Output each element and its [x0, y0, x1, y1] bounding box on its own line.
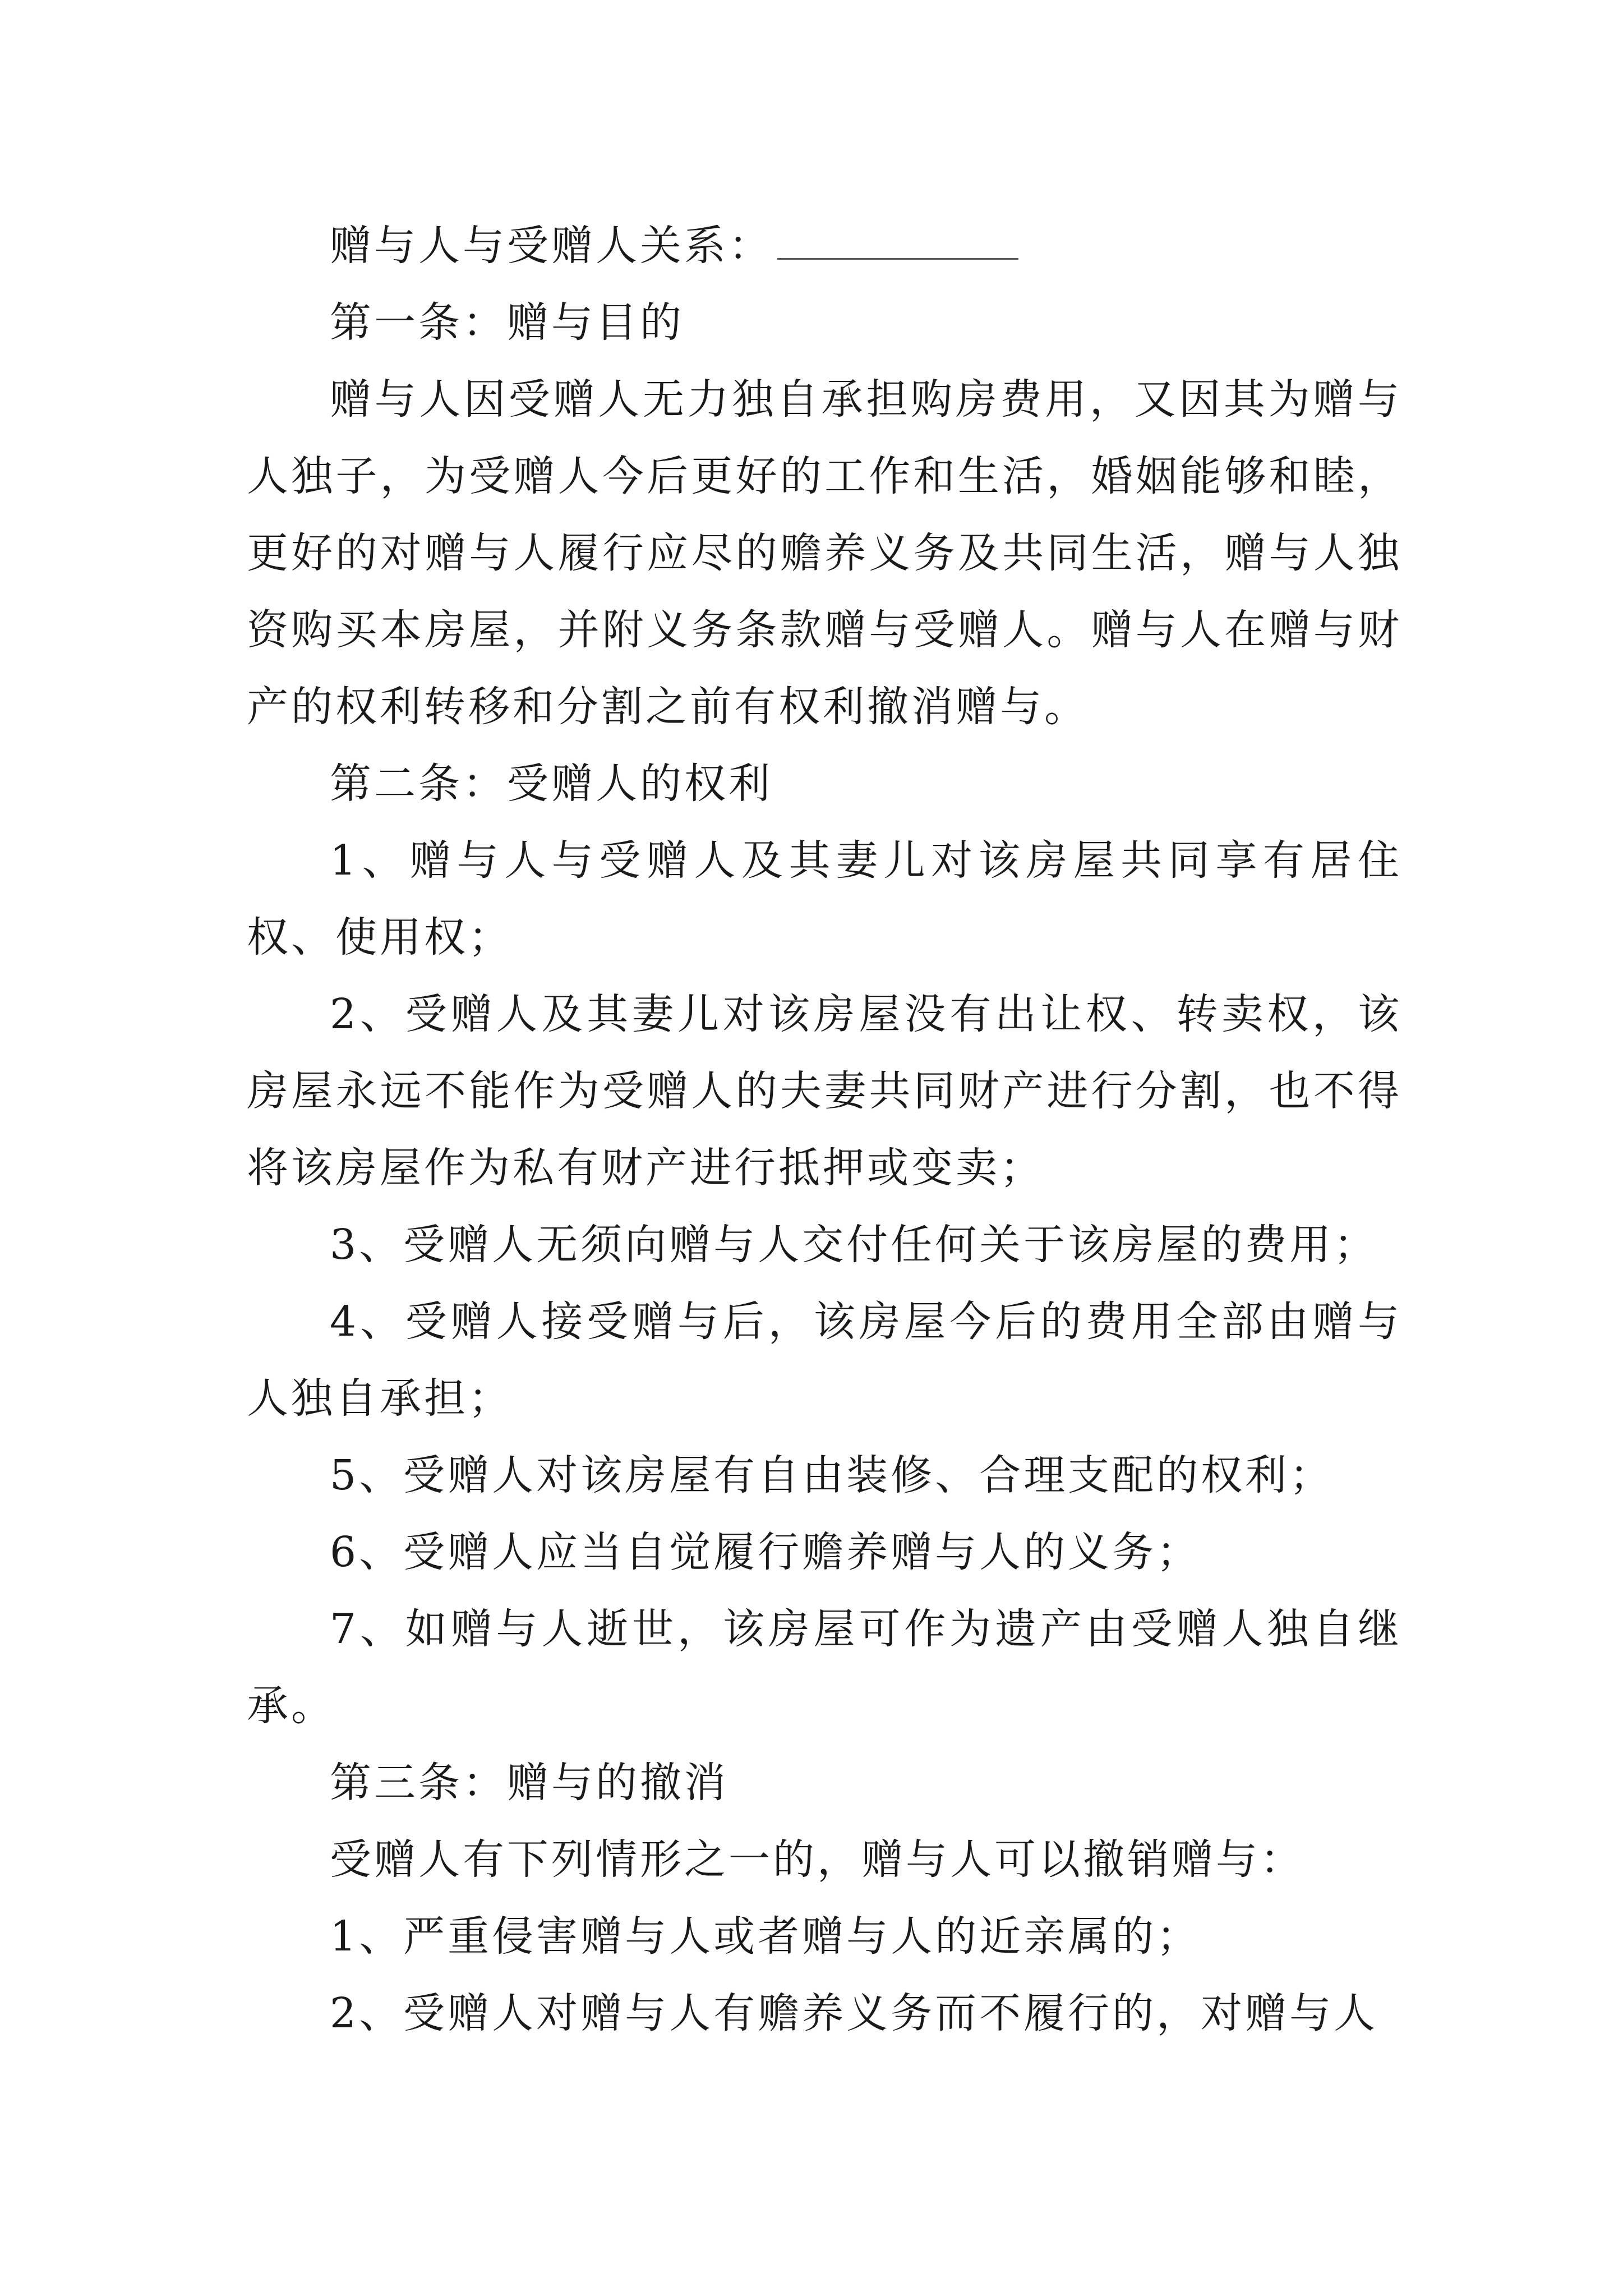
- article-2-item-6: 6、受赠人应当自觉履行赡养赠与人的义务；: [330, 1528, 1201, 1576]
- article-1-heading: 第一条：赠与目的: [330, 298, 684, 347]
- relationship-label: 赠与人与受赠人关系：: [330, 222, 773, 270]
- article-2-item-7: 7、如赠与人逝世，该房屋可作为遗产由受赠人独自继承。: [247, 1605, 1402, 1730]
- article-2-item-4: 4、受赠人接受赠与后，该房屋今后的费用全部由赠与人独自承担；: [247, 1297, 1402, 1423]
- article-1-body: 赠与人因受赠人无力独自承担购房费用，又因其为赠与人独子，为受赠人今后更好的工作和生活，婚姻能够和睦，更好的对赠与人履行应尽的赡养义务及共同生活，赠与人独资购买本房屋，并附义务条款赠与受赠人。赠与人在赠与财产的权利转移和分割之前有权利撤消赠与。: [247, 375, 1402, 731]
- article-3-item-1: 1、严重侵害赠与人或者赠与人的近亲属的；: [330, 1912, 1201, 1961]
- relationship-blank: [777, 224, 1018, 260]
- article-2-item-3: 3、受赠人无须向赠与人交付任何关于该房屋的费用；: [330, 1221, 1378, 1269]
- article-2-item-1: 1、赠与人与受赠人及其妻儿对该房屋共同享有居住权、使用权；: [247, 836, 1402, 961]
- article-3-heading: 第三条：赠与的撤消: [330, 1759, 728, 1807]
- relationship-line: [247, 208, 1402, 284]
- article-2-item-5: 5、受赠人对该房屋有自由装修、合理支配的权利；: [330, 1451, 1334, 1499]
- article-3-intro: 受赠人有下列情形之一的，赠与人可以撤销赠与：: [330, 1835, 1304, 1884]
- article-2-heading: 第二条：受赠人的权利: [330, 760, 773, 808]
- document-body: [247, 208, 1402, 2052]
- article-3-item-2: 2、受赠人对赠与人有赡养义务而不履行的，对赠与人: [330, 1989, 1378, 2037]
- article-2-item-2: 2、受赠人及其妻儿对该房屋没有出让权、转卖权，该房屋永远不能作为受赠人的夫妻共同财产进行分割，也不得将该房屋作为私有财产进行抵押或变卖；: [247, 990, 1402, 1192]
